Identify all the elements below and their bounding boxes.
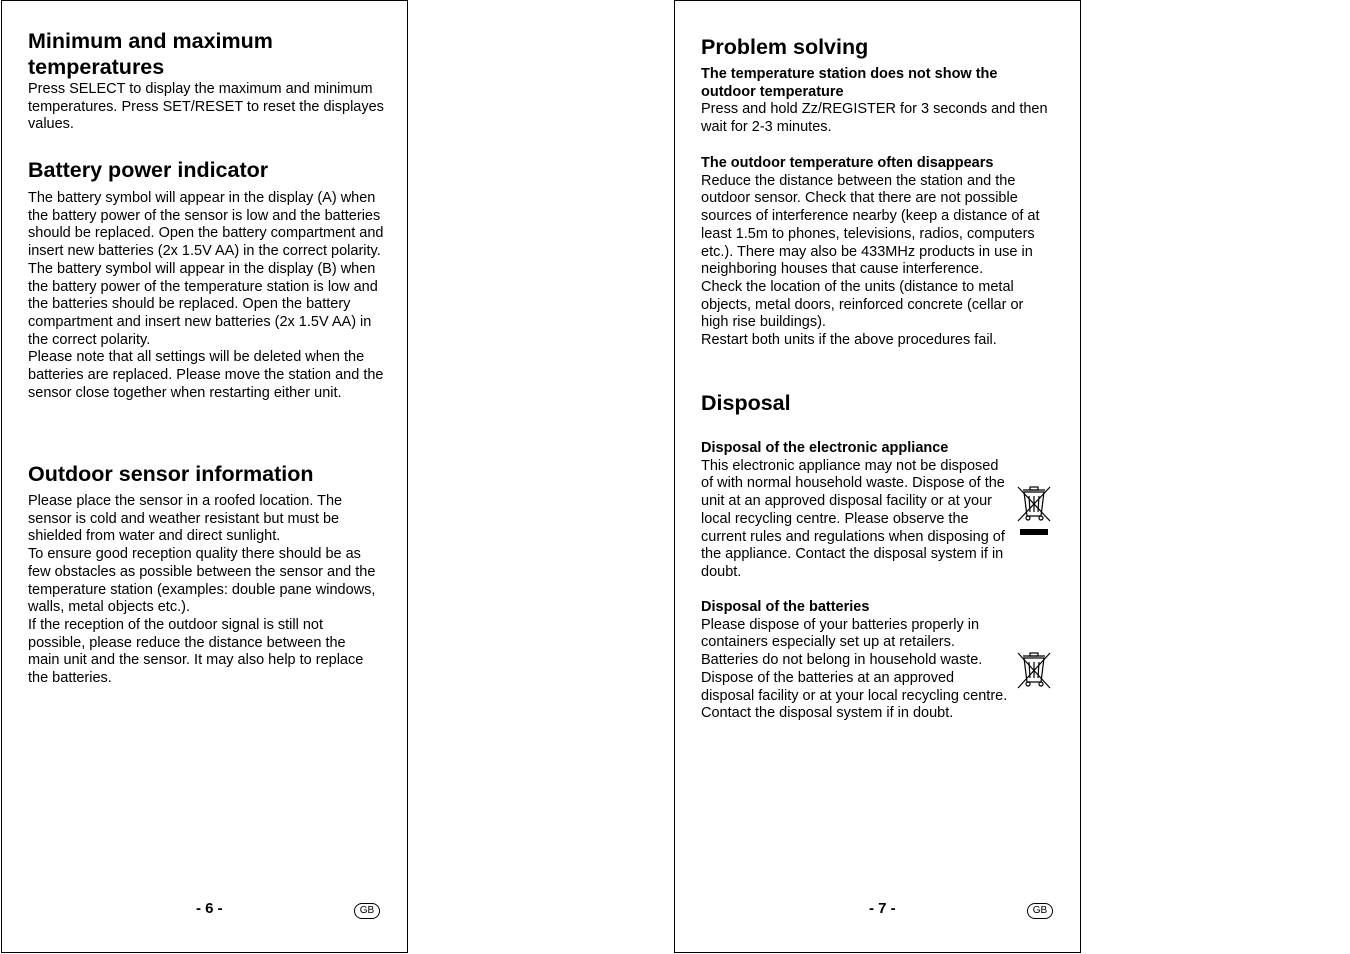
right-page <box>674 0 1081 953</box>
problem-title: The outdoor temperature often disappears <box>701 155 994 171</box>
sensor-paragraph-reception: To ensure good reception quality there should be as few obstacles as possible between the sensor and the temperature station (examples: double pane windows, walls, metal objects etc.). <box>28 546 376 616</box>
disposal-title: Disposal of the electronic appliance <box>701 440 949 456</box>
disposal-batteries <box>701 599 1009 723</box>
problem-solution-location: Check the location of the units (distance to metal objects, metal doors, reinforced concrete (cellar or high rise buildings). <box>701 278 1024 331</box>
heading-battery-power-indicator: Battery power indicator <box>28 158 269 182</box>
min-max-paragraph: Press SELECT to display the maximum and minimum temperatures. Press SET/RESET to reset the displayes values. <box>28 81 384 133</box>
problem-title: The temperature station does not show the outdoor temperature <box>701 66 998 100</box>
disposal-text: This electronic appliance may not be disposed of with normal household waste. Dispose of the unit at an approved disposal facility or at your local recycling centre. Please observe the current rules and regulations when disposing of the appliance. Contact the disposal system if in doubt. <box>701 457 1005 580</box>
left-page <box>1 0 408 953</box>
disposal-text: Please dispose of your batteries properly in containers especially set up at retailers. Batteries do not belong in household waste. Dispose of the batteries at an approved disposal facility or at your local recycling centre. Contact the disposal system if in doubt. <box>701 616 1008 722</box>
problem-no-outdoor-temperature <box>701 66 1051 137</box>
problem-solution-distance: Reduce the distance between the station and the outdoor sensor. Check that there are not possible sources of interference nearby (keep a distance of at least 1.5m to phones, televisions, radios, computers etc.). There may also be 433MHz products in use in neighboring houses that cause interference. <box>701 172 1040 278</box>
crossed-out-wheelie-bin-with-bar-icon <box>1015 485 1053 539</box>
page-number: - 6 - <box>196 900 223 917</box>
heading-outdoor-sensor-information: Outdoor sensor information <box>28 462 314 486</box>
sensor-section-text <box>28 493 380 688</box>
language-badge: GB <box>1027 903 1053 919</box>
battery-paragraph-station: The battery symbol will appear in the display (B) when the battery power of the temperature station is low and the batteries should be replaced. Open the battery compartment and insert new batteries (2x 1.5V AA) in the correct polarity. <box>28 260 378 348</box>
disposal-title: Disposal of the batteries <box>701 599 870 615</box>
heading-disposal: Disposal <box>701 391 791 415</box>
battery-paragraph-sensor: The battery symbol will appear in the display (A) when the battery power of the sensor is low and the batteries should be replaced. Open the battery compartment and insert new batteries (2x 1.5V AA) in the correct polarity. <box>28 190 384 260</box>
battery-paragraph-settings-note: Please note that all settings will be deleted when the batteries are replaced. Please move the station and the sensor close together when restarting either unit. <box>28 349 384 401</box>
problem-solution-restart: Restart both units if the above procedures fail. <box>701 332 997 349</box>
language-badge: GB <box>354 903 380 919</box>
heading-problem-solving: Problem solving <box>701 35 869 59</box>
battery-section-text <box>28 190 384 402</box>
heading-min-max-temperatures: Minimum and maximum temperatures <box>28 29 273 79</box>
sensor-paragraph-signal: If the reception of the outdoor signal is still not possible, please reduce the distance between the main unit and the sensor. It may also help to replace the batteries. <box>28 616 364 687</box>
problem-solution: Press and hold Zz/REGISTER for 3 seconds and then wait for 2-3 minutes. <box>701 101 1048 136</box>
crossed-out-wheelie-bin-icon <box>1015 651 1053 691</box>
disposal-electronic-appliance <box>701 440 1009 582</box>
sensor-paragraph-placement: Please place the sensor in a roofed location. The sensor is cold and weather resistant but must be shielded from water and direct sunlight. <box>28 493 343 545</box>
problem-temperature-disappears <box>701 155 1051 350</box>
page-number: - 7 - <box>869 900 896 917</box>
